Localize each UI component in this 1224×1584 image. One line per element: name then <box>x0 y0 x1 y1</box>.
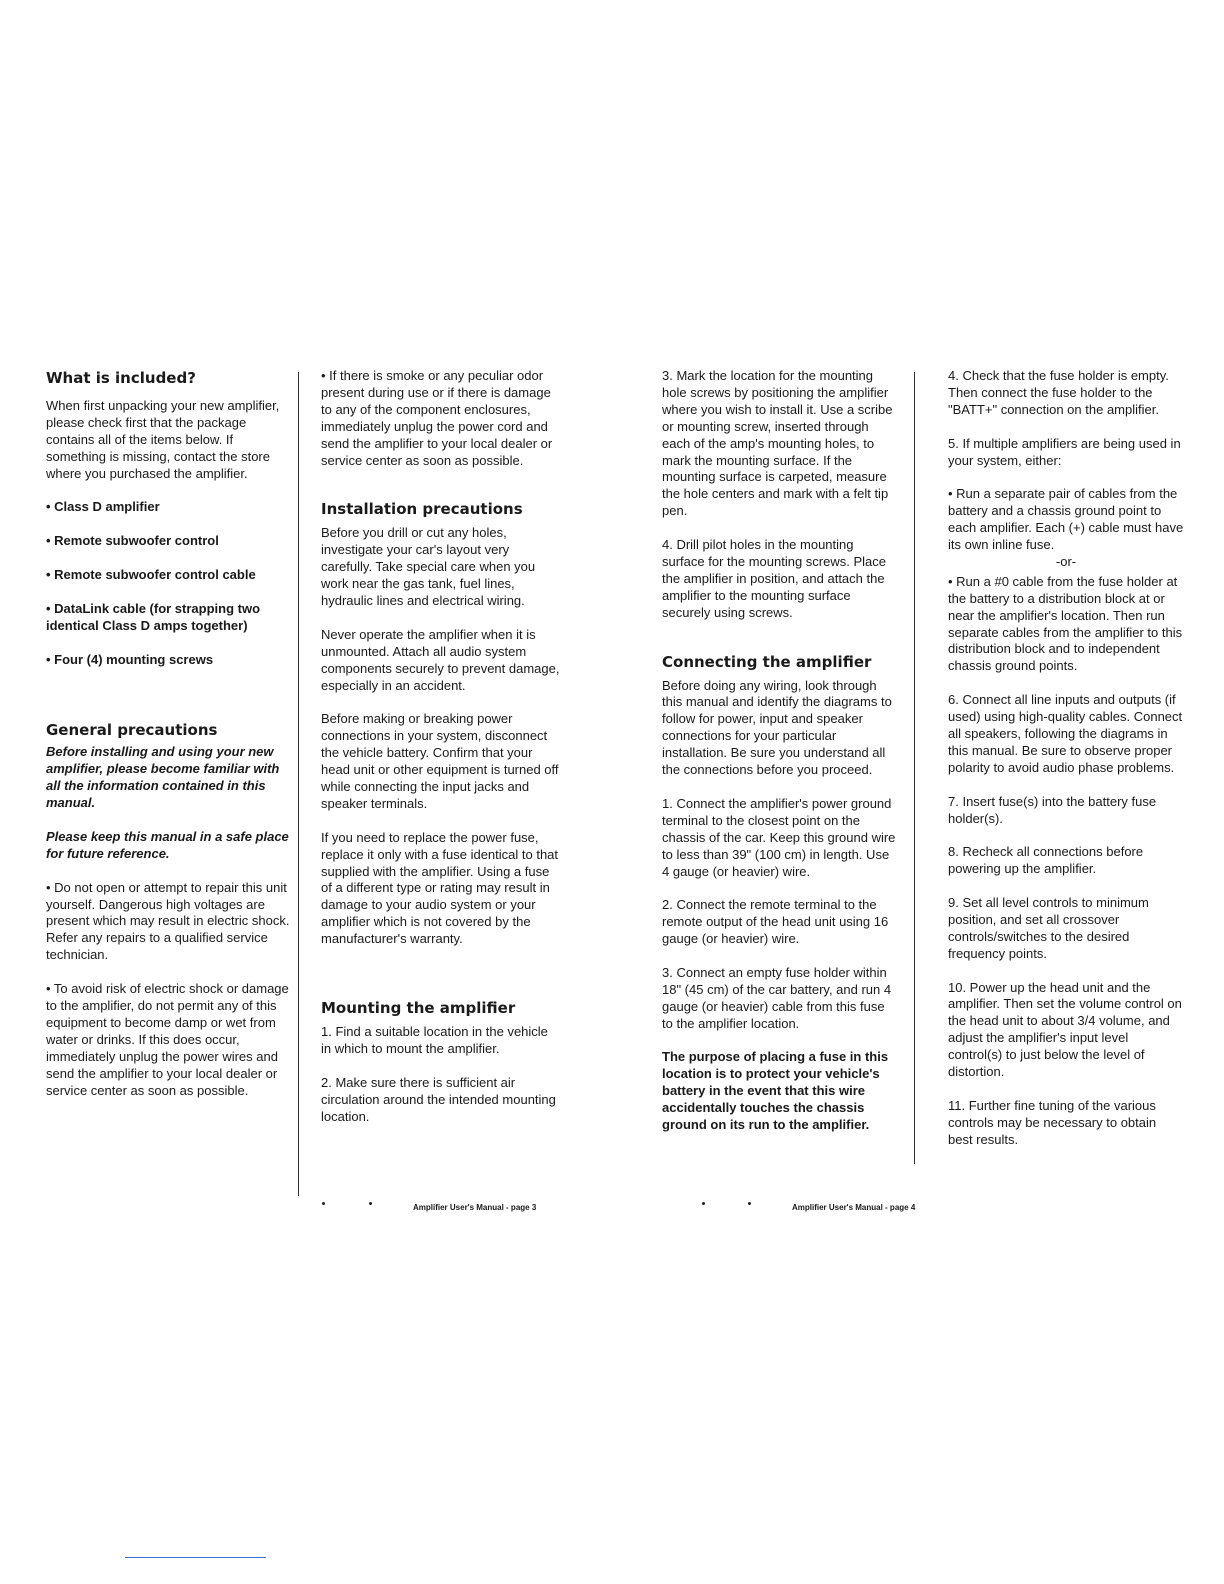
paragraph: • Run a separate pair of cables from the battery and a chassis ground point to each amplifier. Each (+) cable must have its own inline fuse. <box>948 486 1184 553</box>
footer-dot <box>748 1202 751 1205</box>
paragraph: 10. Power up the head unit and the amplifier. Then set the volume control on the head unit to about 3/4 volume, and adjust the amplifier's input level control(s) to just below the level of distortion. <box>948 979 1182 1080</box>
column-3 <box>662 368 898 1151</box>
column-divider <box>298 372 299 1196</box>
paragraph: 8. Recheck all connections before powering up the amplifier. <box>948 844 1144 877</box>
paragraph: Before you drill or cut any holes, investigate your car's layout very carefully. Take special care when you work near the gas tank, fuel lines, hydraulic lines and electrical wiring. <box>321 525 536 609</box>
column-2 <box>321 368 561 1142</box>
list-item: • Class D amplifier <box>46 499 160 515</box>
paragraph: 1. Connect the amplifier's power ground terminal to the closest point on the chassis of the car. Keep this ground wire to less than 39" (100 cm) in length. Use 4 gauge (or heavier) wire. <box>662 795 896 879</box>
paragraph: 9. Set all level controls to minimum position, and set all crossover controls/switches to the desired frequency points. <box>948 895 1149 961</box>
list-item: • Remote subwoofer control cable <box>46 567 256 583</box>
paragraph: Never operate the amplifier when it is unmounted. Attach all audio system components securely to prevent damage, especially in an accident. <box>321 626 560 693</box>
or-separator: -or- <box>1055 553 1077 569</box>
paragraph: • If there is smoke or any peculiar odor present during use or if there is damage to any of the component enclosures, immediately unplug the power cord and send the amplifier to your local dealer or service center as soon as possible. <box>321 368 553 468</box>
paragraph: 4. Drill pilot holes in the mounting surface for the mounting screws. Place the amplifier in position, and attach the amplifier to the mounting surface securely using screws. <box>662 537 886 620</box>
paragraph: 3. Mark the location for the mounting hole screws by positioning the amplifier where you wish to install it. Use a scribe or mounting screw, inserted through each of the amp's mounting holes, to mark the mounting surface. If the mounting surface is carpeted, measure the hole centers and mark with a felt tip pen. <box>662 368 893 519</box>
list-item: • Four (4) mounting screws <box>46 651 214 667</box>
paragraph: 3. Connect an empty fuse holder within 18" (45 cm) of the car battery, and run 4 gauge (or heavier) cable from this fuse to the amplifier location. <box>662 964 892 1031</box>
section-heading: Mounting the amplifier <box>321 999 516 1018</box>
paragraph: 6. Connect all line inputs and outputs (if used) using high-quality cables. Connect all speakers, following the diagrams in this manual. Be sure to observe proper polarity to avoid audio phase problems. <box>948 692 1183 775</box>
paragraph: • Do not open or attempt to repair this unit yourself. Dangerous high voltages are present which may result in electric shock. Refer any repairs to a qualified service technician. <box>46 879 290 963</box>
footer-dot <box>322 1202 325 1205</box>
column-divider <box>914 372 915 1164</box>
warning-text: Please keep this manual in a safe place for future reference. <box>46 828 289 861</box>
paragraph: 2. Make sure there is sufficient air circulation around the intended mounting location. <box>321 1074 556 1124</box>
page-footer: Amplifier User's Manual - page 3 <box>413 1203 537 1212</box>
paragraph: The purpose of placing a fuse in this location is to protect your vehicle's battery in the event that this wire accidentally touches the chassis ground on its run to the amplifier. <box>662 1049 889 1133</box>
list-item: • DataLink cable (for strapping two identical Class D amps together) <box>46 600 261 633</box>
paragraph: 1. Find a suitable location in the vehicle in which to mount the amplifier. <box>321 1024 548 1056</box>
paragraph: 5. If multiple amplifiers are being used in your system, either: <box>948 435 1181 468</box>
paragraph: If you need to replace the power fuse, replace it only with a fuse identical to that supplied with the amplifier. Using a fuse of a different type or rating may result in damage to your audio system or your amplifier which is not covered by the manufacturer's warranty. <box>321 829 559 947</box>
section-heading: Connecting the amplifier <box>662 652 872 671</box>
section-heading: Installation precautions <box>321 500 523 519</box>
warning-text: Before installing and using your new amplifier, please become familiar with all the information contained in this manual. <box>46 744 280 811</box>
column-1 <box>46 368 296 1116</box>
paragraph: When first unpacking your new amplifier, please check first that the package contains all of the items below. If something is missing, contact the store where you purchased the amplifier. <box>46 398 280 481</box>
list-item: • Remote subwoofer control <box>46 533 219 549</box>
paragraph: 4. Check that the fuse holder is empty. Then connect the fuse holder to the "BATT+" connection on the amplifier. <box>948 368 1169 417</box>
paragraph: Before doing any wiring, look through this manual and identify the diagrams to follow for power, input and speaker connections for your particular installation. Be sure you understand all the connections before you proceed. <box>662 677 892 778</box>
footer-dot <box>369 1202 372 1205</box>
column-4 <box>948 368 1184 1165</box>
section-heading: General precautions <box>46 721 218 740</box>
paragraph: • Run a #0 cable from the fuse holder at the battery to a distribution block at or near the amplifier's location. Then run separate cables from the amplifier to this distribution block and to independent chassis ground points. <box>948 573 1183 674</box>
paragraph: • To avoid risk of electric shock or damage to the amplifier, do not permit any of this equipment to become damp or wet from water or drinks. If this does occur, immediately unplug the power wires and send the amplifier to your local dealer or service center as soon as possible. <box>46 981 289 1098</box>
paragraph: 7. Insert fuse(s) into the battery fuse holder(s). <box>948 793 1157 826</box>
paragraph: 2. Connect the remote terminal to the remote output of the head unit using 16 gauge (or heavier) wire. <box>662 897 889 947</box>
paragraph: 11. Further fine tuning of the various controls may be necessary to obtain best results. <box>948 1097 1157 1147</box>
section-heading: What is included? <box>46 369 196 387</box>
link-underline <box>125 1557 266 1558</box>
footer-dot <box>702 1202 705 1205</box>
paragraph: Before making or breaking power connections in your system, disconnect the vehicle battery. Confirm that your head unit or other equipment is turned off while connecting the input jacks and speaker terminals. <box>321 711 559 811</box>
page-footer: Amplifier User's Manual - page 4 <box>792 1203 916 1212</box>
